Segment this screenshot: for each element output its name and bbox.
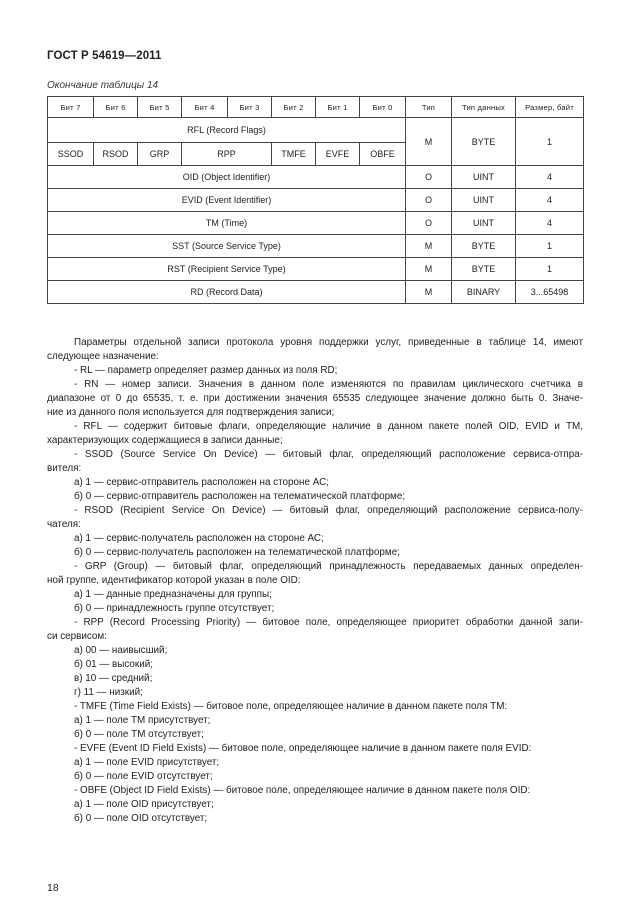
type-cell: M [406,235,452,258]
body-line: - GRP (Group) — битовый флаг, определяющий принадлежность передаваемых данных определен- [74,561,583,572]
field-name-cell: RD (Record Data) [48,281,406,304]
size-cell: 4 [516,166,584,189]
body-line: - RL — параметр определяет размер данных из поля RD; [74,365,338,376]
body-line: а) 1 — данные предназначены для группы; [74,589,272,600]
size-cell: 4 [516,212,584,235]
body-line: б) 01 — высокий; [74,659,154,670]
header-cell: Тип [406,97,452,118]
header-cell: Бит 7 [48,97,94,118]
type-cell: O [406,189,452,212]
field-name-cell: RST (Recipient Service Type) [48,258,406,281]
body-line: б) 0 — поле EVID отсутствует; [74,771,213,782]
flag-cell: SSOD [48,143,94,166]
table-row [48,189,584,212]
body-line: б) 0 — сервис-получатель расположен на телематической платформе; [74,547,400,558]
body-line: вителя: [47,463,82,474]
data-type-cell: BYTE [452,235,516,258]
type-cell: M [406,118,452,166]
header-cell: Тип данных [452,97,516,118]
body-line: г) 11 — низкий; [74,687,143,698]
body-line: Параметры отдельной записи протокола уровня поддержки услуг, приведенные в таблице 14, имеют [74,337,583,348]
header-cell: Бит 2 [272,97,316,118]
size-cell: 3...65498 [516,281,584,304]
body-line: - RPP (Record Processing Priority) — битовое поле, определяющее приоритет обработки данной запи- [74,617,583,628]
type-cell: O [406,212,452,235]
table-row [48,281,584,304]
body-line: - SSOD (Source Service On Device) — битовый флаг, определяющий расположение сервиса-отпра- [74,449,583,460]
flag-cell: TMFE [272,143,316,166]
flag-cell: GRP [138,143,182,166]
header-cell: Бит 4 [182,97,228,118]
body-line: следующее назначение: [47,351,159,362]
size-cell: 1 [516,118,584,166]
header-cell: Бит 5 [138,97,182,118]
type-cell: M [406,258,452,281]
body-line: - RN — номер записи. Значения в данном поле изменяются по правилам циклического счетчика в [74,379,583,390]
header-cell: Бит 0 [360,97,406,118]
data-type-cell: BYTE [452,118,516,166]
table-row [48,235,584,258]
body-line: б) 0 — поле TM отсутствует; [74,729,204,740]
body-line: а) 1 — поле TM присутствует; [74,715,211,726]
body-line: а) 1 — поле OID присутствует; [74,799,214,810]
data-type-cell: BINARY [452,281,516,304]
body-line: - OBFE (Object ID Field Exists) — битовое поле, определяющее наличие в данном пакете поля OID: [74,785,531,796]
body-line: а) 1 — сервис-получатель расположен на стороне АС; [74,533,324,544]
table-row [48,166,584,189]
body-line: - RSOD (Recipient Service On Device) — битовый флаг, определяющий расположение сервиса-полу- [74,505,583,516]
body-line: б) 0 — принадлежность группе отсутствует; [74,603,275,614]
body-text [47,336,583,826]
field-name-cell: TM (Time) [48,212,406,235]
type-cell: O [406,166,452,189]
data-type-cell: UINT [452,212,516,235]
body-line: б) 0 — сервис-отправитель расположен на телематической платформе; [74,491,406,502]
table-header-row [48,97,584,118]
document-header: ГОСТ Р 54619—2011 [47,50,162,62]
body-line: б) 0 — поле OID отсутствует; [74,813,208,824]
table-14 [47,96,584,304]
header-cell: Размер, байт [516,97,584,118]
flag-cell: EVFE [316,143,360,166]
body-line: чателя: [47,519,81,530]
table-caption: Окончание таблицы 14 [47,80,159,91]
data-type-cell: UINT [452,166,516,189]
size-cell: 1 [516,258,584,281]
body-line: ной группе, идентификатор которой указан в поле OID: [47,575,301,586]
body-line: в) 10 — средний; [74,673,153,684]
data-type-cell: UINT [452,189,516,212]
body-line: а) 00 — наивысший; [74,645,168,656]
flag-cell: RPP [182,143,272,166]
table-row [48,118,584,143]
field-name-cell: EVID (Event Identifier) [48,189,406,212]
table-row [48,258,584,281]
body-line: а) 1 — поле EVID присутствует; [74,757,220,768]
flag-cell: OBFE [360,143,406,166]
body-line: - TMFE (Time Field Exists) — битовое поле, определяющее наличие в данном пакете поля TM: [74,701,508,712]
header-cell: Бит 6 [94,97,138,118]
rfl-title-cell: RFL (Record Flags) [48,118,406,143]
header-cell: Бит 3 [228,97,272,118]
body-line: диапазоне от 0 до 65535, т. е. при достижении значения 65535 следующее значение должно быть 0. Значе- [47,393,583,404]
data-type-cell: BYTE [452,258,516,281]
size-cell: 4 [516,189,584,212]
header-cell: Бит 1 [316,97,360,118]
flag-cell: RSOD [94,143,138,166]
page-number: 18 [47,882,59,894]
body-line: ние из данного поля используется для подтверждения записи; [47,407,335,418]
type-cell: M [406,281,452,304]
field-name-cell: OID (Object Identifier) [48,166,406,189]
field-name-cell: SST (Source Service Type) [48,235,406,258]
body-line: - EVFE (Event ID Field Exists) — битовое поле, определяющее наличие в данном пакете поля EVID: [74,743,532,754]
body-line: а) 1 — сервис-отправитель расположен на стороне АС; [74,477,329,488]
body-line: характеризующих содержащиеся в записи данные; [47,435,283,446]
table-row [48,212,584,235]
body-line: си сервисом: [47,631,107,642]
size-cell: 1 [516,235,584,258]
body-line: - RFL — содержит битовые флаги, определяющие наличие в данном пакете полей OID, EVID и TM, [74,421,583,432]
